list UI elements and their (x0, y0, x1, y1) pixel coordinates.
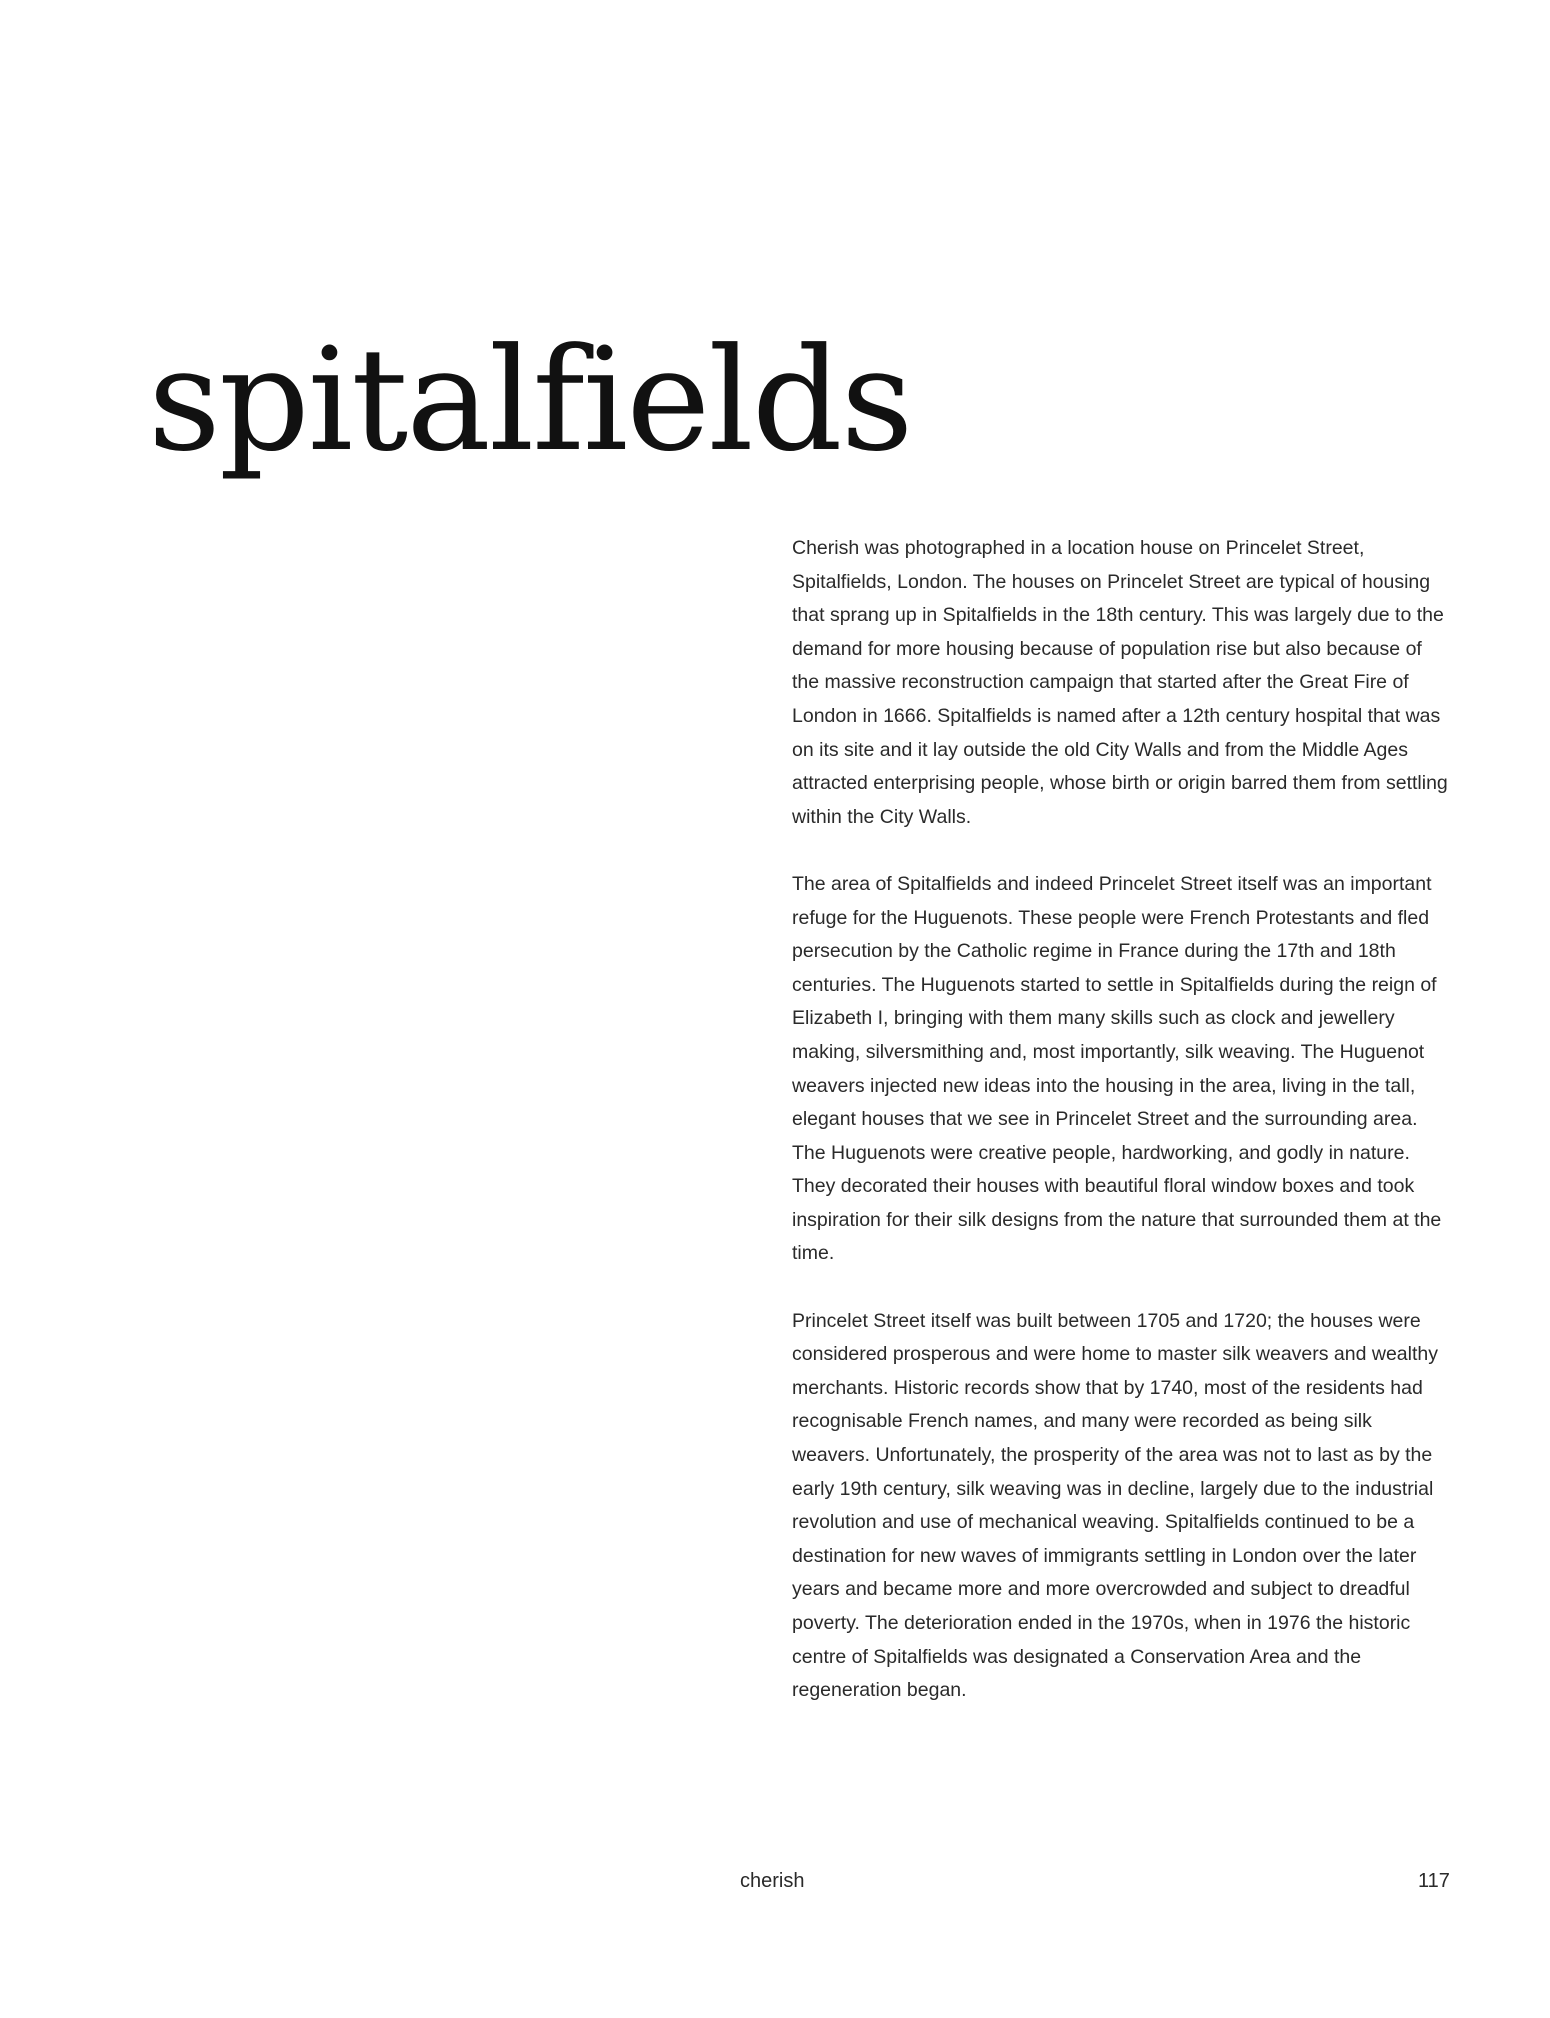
paragraph-1: Cherish was photographed in a location house on Princelet Street, Spitalfields, London. The houses on Princelet Street are typical of housing that sprang up in Spitalfields in the 18th century. This was largely due to the demand for more housing because of population rise but also because of the massive reconstruction campaign that started after the Great Fire of London in 1666. Spitalfields is named after a 12th century hospital that was on its site and it lay outside the old City Walls and from the Middle Ages attracted enterprising people, whose birth or origin barred them from settling within the City Walls. (792, 537, 1448, 828)
page-title: spitalfields (148, 318, 912, 483)
paragraph-2: The area of Spitalfields and indeed Princelet Street itself was an important refuge for the Huguenots. These people were French Protestants and fled persecution by the Catholic regime in France during the 17th and 18th centuries. The Huguenots started to settle in Spitalfields during the reign of Elizabeth I, bringing with them many skills such as clock and jewellery making, silversmithing and, most importantly, silk weaving. The Huguenot weavers injected new ideas into the housing in the area, living in the tall, elegant houses that we see in Princelet Street and the surrounding area. The Huguenots were creative people, hardworking, and godly in nature. They decorated their houses with beautiful floral window boxes and took inspiration for their silk designs from the nature that surrounded them at the time. (792, 872, 1442, 1265)
footer-publication-label: cherish (740, 1870, 805, 1892)
page-number: 117 (1418, 1870, 1450, 1892)
article-body (792, 532, 1452, 1708)
paragraph-3: Princelet Street itself was built between 1705 and 1720; the houses were considered prosperous and were home to master silk weavers and wealthy merchants. Historic records show that by 1740, most of the residents had recognisable French names, and many were recorded as being silk weavers. Unfortunately, the prosperity of the area was not to last as by the early 19th century, silk weaving was in decline, largely due to the industrial revolution and use of mechanical weaving. Spitalfields continued to be a destination for new waves of immigrants settling in London over the later years and became more and more overcrowded and subject to dreadful poverty. The deterioration ended in the 1970s, when in 1976 the historic centre of Spitalfields was designated a Conservation Area and the regeneration began. (792, 1309, 1438, 1702)
